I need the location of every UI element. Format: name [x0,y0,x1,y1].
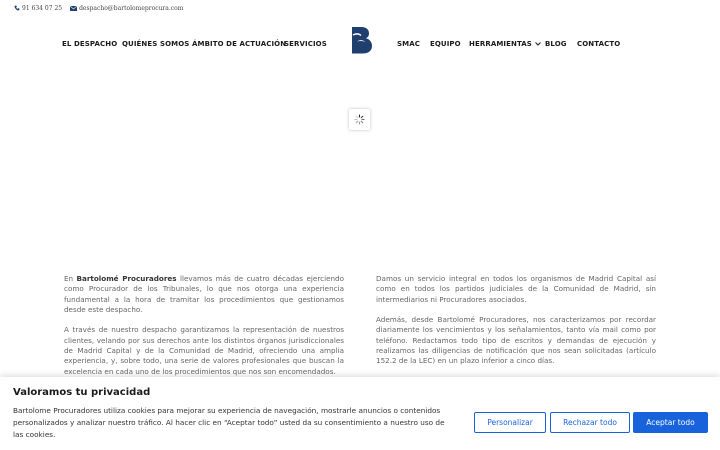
company-name: Bartolomé Procuradores [76,274,177,283]
nav-servicios[interactable]: SERVICIOS [284,40,327,48]
guarantee-paragraph: A través de nuestro despacho garantizamos la representación de nuestros clientes, velando por sus derechos ante los distintos órganos jurisdiccionales de Madrid Capital y de la Comunidad de Madrid, ofreciendo una amplia experiencia, y, sobre todo, una serie de valores profesionales que buscan la excelencia en cada uno de los procedimientos que nos son encomendados. [64,325,344,376]
brand-logo[interactable] [348,25,378,55]
email-address: despacho@bartolomeprocura.com [79,4,184,12]
nav-herramientas-label: HERRAMIENTAS [469,40,532,48]
phone-icon [14,5,20,11]
envelope-icon [70,6,77,11]
nav-equipo[interactable]: EQUIPO [430,40,461,48]
service-paragraph: Damos un servicio integral en todos los organismos de Madrid Capital así como en todos los partidos judiciales de la Comunidad de Madrid, sin intermediarios ni Procuradores asociados. [376,274,656,304]
nav-quienes-somos[interactable]: QUIÉNES SOMOS [122,40,190,48]
nav-herramientas[interactable] [469,40,541,48]
customize-button[interactable]: Personalizar [474,412,546,433]
phone-link[interactable] [14,5,62,12]
cookie-text: Bartolome Procuradores utiliza cookies para mejorar su experiencia de navegación, mostrarle anuncios o contenidos personalizados y analizar nuestro tráfico. Al hacer clic en “Aceptar todo” usted da su consentimiento a nuestro uso de las cookies. [13,406,445,440]
nav-blog[interactable]: BLOG [545,40,567,48]
accept-all-button[interactable]: Aceptar todo [633,412,708,433]
nav-smac[interactable]: SMAC [397,40,420,48]
phone-number: 91 634 07 25 [22,4,63,12]
spinner-icon [354,114,365,125]
top-bar [14,3,183,13]
cookie-title: Valoramos tu privacidad [13,387,151,398]
nav-ambito-actuacion[interactable]: ÁMBITO DE ACTUACIÓN [192,40,287,48]
nav-el-despacho[interactable]: EL DESPACHO [62,40,118,48]
content-right-column [376,274,656,376]
intro-post: llevamos más de cuatro décadas ejerciendo como Procurador de los Tribunales, lo que nos otorga una experiencia fundamental a la hora de tramitar los procedimientos que gestionamos desde este despacho. [64,274,345,315]
intro-pre: En [64,274,77,283]
cookie-banner [0,377,720,450]
email-link[interactable] [70,5,183,12]
content-left-column [64,274,344,387]
nav-contacto[interactable]: CONTACTO [577,40,621,48]
reject-all-button[interactable]: Rechazar todo [550,412,630,433]
features-paragraph: Además, desde Bartolomé Procuradores, nos caracterizamos por recordar diariamente los vencimientos y los señalamientos, tanto vía mail como por teléfono. Redactamos todo tipo de escritos y demandas de ejecución y realizamos las diligencias de notificación que nos sean solicitadas (artículo 152.2 de la LEC) en un plazo inferior a cinco días. [376,314,656,366]
chevron-down-icon [535,42,541,46]
loading-spinner [349,109,370,130]
intro-paragraph [64,274,344,316]
